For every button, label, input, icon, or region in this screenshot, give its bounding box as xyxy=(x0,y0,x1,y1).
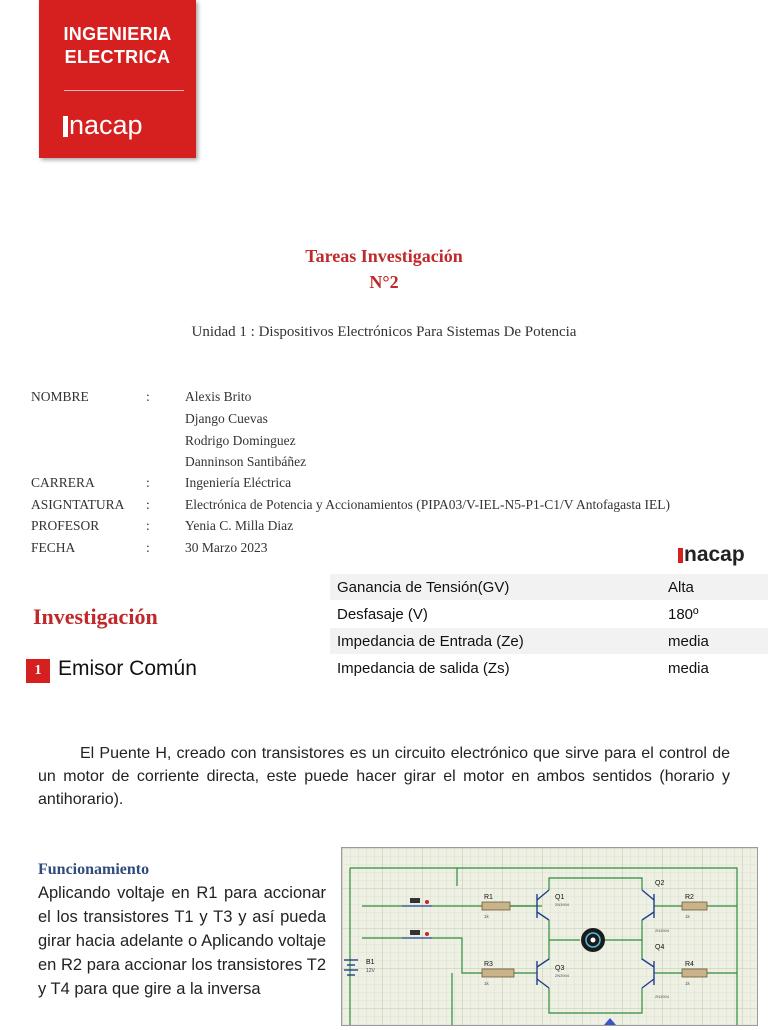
param-name: Ganancia de Tensión(GV) xyxy=(330,574,660,601)
doc-title: Tareas Investigación xyxy=(305,246,463,266)
label-r1-value: 1k xyxy=(484,914,489,919)
param-value: media xyxy=(660,655,768,682)
intro-paragraph: El Puente H, creado con transistores es un circuito electrónico que sirve para el control de un motor de corriente directa, este puede hacer girar el motor en ambos sentidos (horario y antihorario). xyxy=(38,745,730,808)
label-r4-value: 1k xyxy=(685,981,690,986)
inacap-logo xyxy=(63,110,143,141)
doc-subtitle: Unidad 1 : Dispositivos Electrónicos Para Sistemas De Potencia xyxy=(191,324,577,340)
param-value: Alta xyxy=(660,574,768,601)
value-carrera: Ingeniería Eléctrica xyxy=(185,475,292,490)
inacap-logo-small xyxy=(678,543,745,567)
func-paragraph: Aplicando voltaje en R1 para accionar el los transistores T1 y T3 y así pueda girar hacia adelante o Aplicando voltaje en R2 para accionar los transistores T2 y T4 para que gire a la inversa xyxy=(38,884,326,998)
doc-number: N°2 xyxy=(369,272,399,292)
logo-i-icon xyxy=(678,548,683,563)
badge-line-1: INGENIERIA xyxy=(63,24,172,44)
badge-line-2: ELECTRICA xyxy=(64,47,171,67)
logo-text: nacap xyxy=(69,110,143,140)
circuit-svg xyxy=(342,848,757,1025)
label-profesor: PROFESOR xyxy=(31,518,100,533)
sep-profesor: : xyxy=(146,518,150,533)
value-fecha: 30 Marzo 2023 xyxy=(185,540,268,555)
resistor-r4-icon xyxy=(682,969,707,977)
label-b1-value: 12V xyxy=(366,968,375,974)
label-r4: R4 xyxy=(685,961,694,968)
label-nombre: NOMBRE xyxy=(31,389,89,404)
label-q1: Q1 xyxy=(555,894,565,901)
label-q2-type: 2N3904 xyxy=(655,928,670,933)
label-q2: Q2 xyxy=(655,880,665,887)
sep-fecha: : xyxy=(146,540,150,555)
h-bridge-circuit-image xyxy=(341,847,758,1026)
table-row xyxy=(330,574,768,601)
param-name: Impedancia de Entrada (Ze) xyxy=(330,628,660,655)
table-row xyxy=(330,601,768,628)
label-q4: Q4 xyxy=(655,944,665,951)
label-asignatura: ASIGNTATURA xyxy=(31,497,125,512)
motor-icon xyxy=(581,928,605,952)
param-name: Impedancia de salida (Zs) xyxy=(330,655,660,682)
resistor-r1-icon xyxy=(482,902,510,910)
label-carrera: CARRERA xyxy=(31,475,95,490)
section-heading: Investigación xyxy=(33,604,158,629)
sep-carrera: : xyxy=(146,475,150,490)
table-row xyxy=(330,628,768,655)
section-number-badge: 1 xyxy=(26,659,50,683)
value-asignatura: Electrónica de Potencia y Accionamientos (PIPA03/V-IEL-N5-P1-C1/V Antofagasta IEL) xyxy=(185,497,671,512)
params-table xyxy=(330,574,768,682)
nombre-2: Django Cuevas xyxy=(185,411,268,426)
label-r3-value: 1k xyxy=(484,981,489,986)
resistor-r2-icon xyxy=(682,902,707,910)
label-q3: Q3 xyxy=(555,965,565,972)
label-r3: R3 xyxy=(484,961,493,968)
label-fecha: FECHA xyxy=(31,540,76,555)
label-q4-type: 2N3904 xyxy=(655,994,670,999)
logo-i-icon xyxy=(63,116,68,137)
value-profesor: Yenia C. Milla Diaz xyxy=(185,518,294,533)
func-heading: Funcionamiento xyxy=(38,861,150,878)
param-value: media xyxy=(660,628,768,655)
nombre-1: Alexis Brito xyxy=(185,389,252,404)
label-q3-type: 2N3904 xyxy=(555,973,570,978)
param-value: 180º xyxy=(660,601,768,628)
nombre-4: Danninson Santibáñez xyxy=(185,454,307,469)
sep-nombre: : xyxy=(146,389,150,404)
table-row xyxy=(330,655,768,682)
label-r2-value: 1k xyxy=(685,914,690,919)
header-badge xyxy=(39,0,196,158)
param-name: Desfasaje (V) xyxy=(330,601,660,628)
label-b1: B1 xyxy=(366,959,375,966)
label-r2: R2 xyxy=(685,894,694,901)
sep-asignatura: : xyxy=(146,497,150,512)
section-title: Emisor Común xyxy=(58,657,197,680)
logo-text: nacap xyxy=(684,543,745,566)
resistor-r3-icon xyxy=(482,969,514,977)
badge-divider xyxy=(64,90,184,91)
label-r1: R1 xyxy=(484,894,493,901)
nombre-3: Rodrigo Dominguez xyxy=(185,433,296,448)
label-q1-type: 2N3904 xyxy=(555,902,570,907)
